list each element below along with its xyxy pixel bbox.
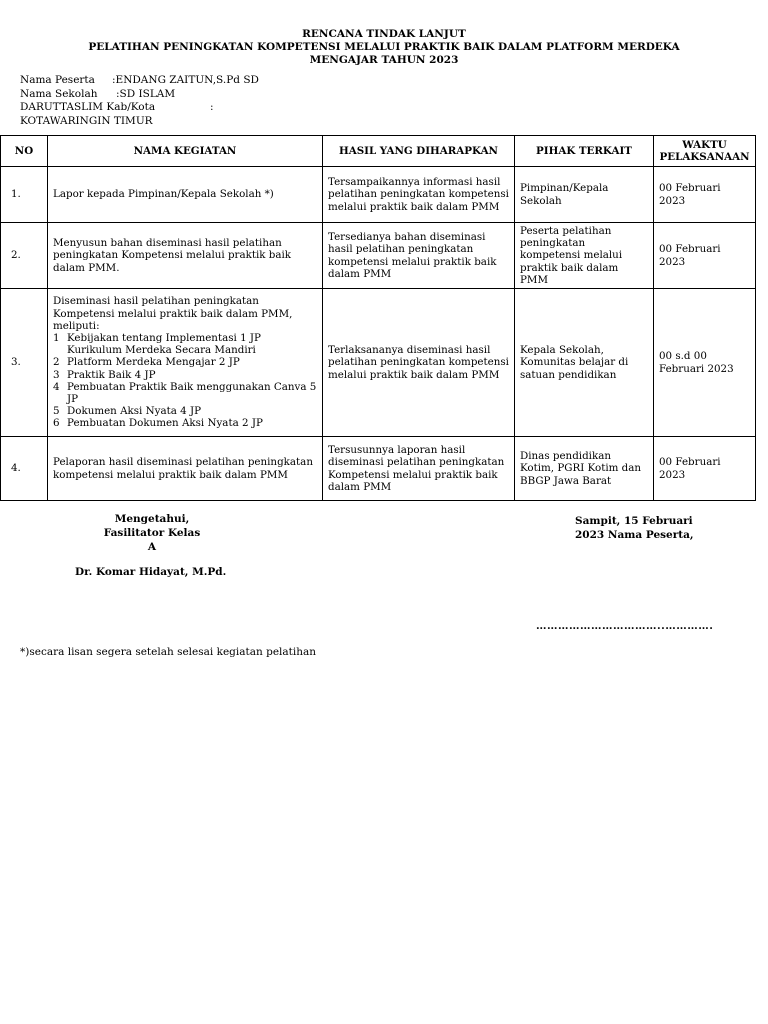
title-line-2: PELATIHAN PENINGKATAN KOMPETENSI MELALUI PRAKTIK BAIK DALAM PLATFORM MERDEKA: [88, 41, 680, 53]
signature-placeholder-dots: ……………………………..………….: [536, 620, 714, 632]
header-kegiatan: NAMA KEGIATAN: [48, 136, 323, 167]
cell-kegiatan: Pelaporan hasil diseminasi pelatihan peningkatan kompetensi melalui praktik baik dalam PMM: [48, 437, 323, 501]
nama-sekolah-value: :SD ISLAM: [116, 87, 176, 100]
header-pihak: PIHAK TERKAIT: [515, 136, 654, 167]
cell-hasil: Tersusunnya laporan hasil diseminasi pelatihan peningkatan Kompetensi melalui praktik baik dalam PMM: [323, 437, 515, 501]
nama-peserta-label: Nama Peserta: [20, 74, 95, 86]
signature-left: [72, 512, 232, 554]
cell-pihak: Kepala Sekolah, Komunitas belajar di satuan pendidikan: [515, 289, 654, 437]
header-no: NO: [1, 136, 48, 167]
list-item: 4 Pembuatan Praktik Baik menggunakan Canva 5 JP: [53, 380, 317, 406]
cell-waktu: 00 Februari 2023: [654, 437, 756, 501]
kegiatan-sublist: [53, 332, 317, 430]
footnote: *)secara lisan segera setelah selesai kegiatan pelatihan: [20, 646, 317, 658]
table-row: [1, 437, 756, 501]
title-line-1: RENCANA TINDAK LANJUT: [302, 28, 466, 40]
table-row: [1, 289, 756, 437]
cell-no: 1.: [1, 167, 48, 223]
sign-right-line-1: Sampit, 15 Februari: [575, 515, 693, 527]
cell-pihak: Pimpinan/Kepala Sekolah: [515, 167, 654, 223]
kab-separator: :: [210, 101, 214, 113]
cell-no: 4.: [1, 437, 48, 501]
document-title: [0, 28, 768, 67]
cell-kegiatan: [48, 289, 323, 437]
cell-no: 3.: [1, 289, 48, 437]
facilitator-name: Dr. Komar Hidayat, M.Pd.: [75, 566, 227, 578]
participant-info: [20, 74, 259, 128]
list-item: 1 Kebijakan tentang Implementasi 1 JP Kurikulum Merdeka Secara Mandiri: [53, 332, 261, 357]
cell-kegiatan: Menyusun bahan diseminasi hasil pelatihan peningkatan Kompetensi melalui praktik baik dalam PMM.: [48, 223, 323, 289]
cell-waktu: 00 s.d 00 Februari 2023: [654, 289, 756, 437]
header-hasil: HASIL YANG DIHARAPKAN: [323, 136, 515, 167]
kegiatan-intro: Diseminasi hasil pelatihan peningkatan Kompetensi melalui praktik baik dalam PMM, meliputi:: [53, 295, 293, 332]
kab-value: KOTAWARINGIN TIMUR: [20, 114, 153, 127]
list-item: 3 Praktik Baik 4 JP: [53, 368, 156, 381]
list-item: 6 Pembuatan Dokumen Aksi Nyata 2 JP: [53, 417, 263, 430]
cell-hasil: Tersampaikannya informasi hasil pelatihan peningkatan kompetensi melalui praktik baik dalam PMM: [323, 167, 515, 223]
signature-right: [575, 515, 694, 542]
cell-waktu: 00 Februari 2023: [654, 223, 756, 289]
cell-pihak: Peserta pelatihan peningkatan kompetensi melalui praktik baik dalam PMM: [515, 223, 654, 289]
sign-right-line-2: 2023 Nama Peserta,: [575, 528, 694, 541]
cell-pihak: Dinas pendidikan Kotim, PGRI Kotim dan BBGP Jawa Barat: [515, 437, 654, 501]
sign-left-line-2: Fasilitator Kelas: [103, 527, 201, 539]
nama-sekolah-label: Nama Sekolah: [20, 87, 98, 100]
cell-hasil: Tersedianya bahan diseminasi hasil pelatihan peningkatan kompetensi melalui praktik baik dalam PMM: [323, 223, 515, 289]
table-header-row: [1, 136, 756, 167]
nama-peserta-value: :ENDANG ZAITUN,S.Pd SD: [112, 74, 259, 86]
header-waktu: WAKTU PELAKSANAAN: [654, 136, 756, 167]
list-item: 5 Dokumen Aksi Nyata 4 JP: [53, 405, 202, 418]
sign-left-line-3: A: [147, 541, 157, 553]
kab-label: DARUTTASLIM Kab/Kota: [20, 101, 156, 113]
cell-kegiatan: Lapor kepada Pimpinan/Kepala Sekolah *): [48, 167, 323, 223]
cell-waktu: 00 Februari 2023: [654, 167, 756, 223]
table-row: [1, 167, 756, 223]
table-row: [1, 223, 756, 289]
sign-left-line-1: Mengetahui,: [114, 513, 190, 525]
cell-hasil: Terlaksananya diseminasi hasil pelatihan peningkatan kompetensi melalui praktik baik dalam PMM: [323, 289, 515, 437]
action-plan-table: [0, 135, 756, 501]
list-item: 2 Platform Merdeka Mengajar 2 JP: [53, 356, 240, 369]
title-line-3: MENGAJAR TAHUN 2023: [309, 54, 459, 66]
cell-no: 2.: [1, 223, 48, 289]
